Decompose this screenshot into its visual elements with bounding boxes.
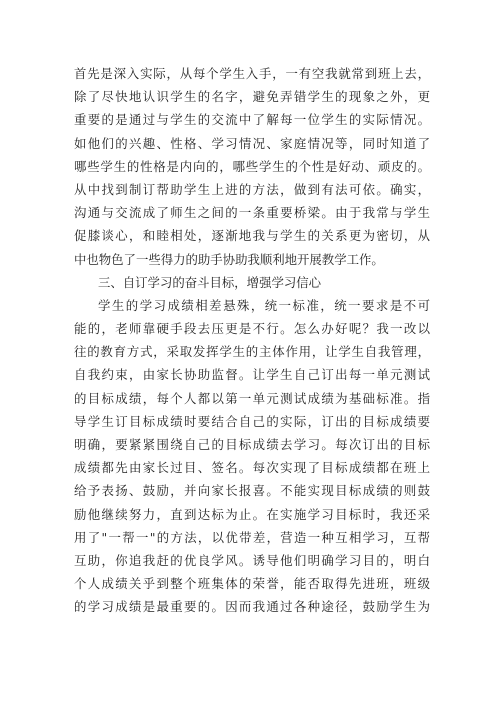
text-line: 学生的学习成绩相差悬殊，统一标准，统一要求是不可	[98, 297, 430, 313]
text-line: 从中找到制订帮助学生上进的方法，做到有法可依。确实，	[74, 181, 430, 197]
text-line: 励他继续努力，直到达标为止。在实施学习目标时，我还采	[74, 506, 430, 522]
text-line: 首先是深入实际，从每个学生入手，一有空我就常到班上去，	[74, 66, 430, 81]
text-line: 哪些学生的性格是内向的，哪些学生的个性是好动、顽皮的。	[74, 158, 430, 174]
text-line: 导学生订目标成绩时要结合自己的实际，订出的目标成绩要	[74, 413, 430, 429]
text-line: 沟通与交流成了师生之间的一条重要桥梁。由于我常与学生	[74, 205, 430, 221]
text-line: 自我约束，由家长协助监督。让学生自己订出每一单元测试	[74, 367, 430, 383]
text-line: 的学习成绩是最重要的。因而我通过各种途径，鼓励学生为	[74, 599, 430, 615]
text-line: 如他们的兴趣、性格、学习情况、家庭情况等，同时知道了	[74, 135, 430, 151]
text-line: 除了尽快地认识学生的名字，避免弄错学生的现象之外，更	[74, 89, 430, 105]
text-line: 互助，你追我赶的优良学风。诱导他们明确学习目的，明白	[74, 552, 430, 568]
document-body	[74, 62, 430, 619]
text-line: 往的教育方式，采取发挥学生的主体作用，让学生自我管理，	[74, 344, 430, 360]
text-line: 个人成绩关乎到整个班集体的荣誉，能否取得先进班，班级	[74, 576, 430, 592]
text-line: 能的，老师靠硬手段去压更是不行。怎么办好呢？我一改以	[74, 321, 430, 337]
text-line: 促膝谈心，和睦相处，逐渐地我与学生的关系更为密切，从	[74, 228, 430, 244]
text-line: 用了"一帮一"的方法，以优带差，营造一种互相学习，互帮	[74, 529, 430, 545]
text-line: 明确，要紧紧围绕自己的目标成绩去学习。每次订出的目标	[74, 437, 430, 452]
section-heading: 三、自订学习的奋斗目标，增强学习信心	[98, 274, 322, 290]
text-line: 中也物色了一些得力的助手协助我顺利地开展教学工作。	[74, 251, 384, 267]
text-line: 给予表扬、鼓励，并向家长报喜。不能实现目标成绩的则鼓	[74, 483, 430, 499]
text-line: 成绩都先由家长过目、签名。每次实现了目标成绩都在班上	[74, 460, 430, 476]
text-line: 重要的是通过与学生的交流中了解每一位学生的实际情况。	[74, 112, 430, 128]
text-line: 的目标成绩，每个人都以第一单元测试成绩为基础标准。指	[74, 390, 430, 406]
